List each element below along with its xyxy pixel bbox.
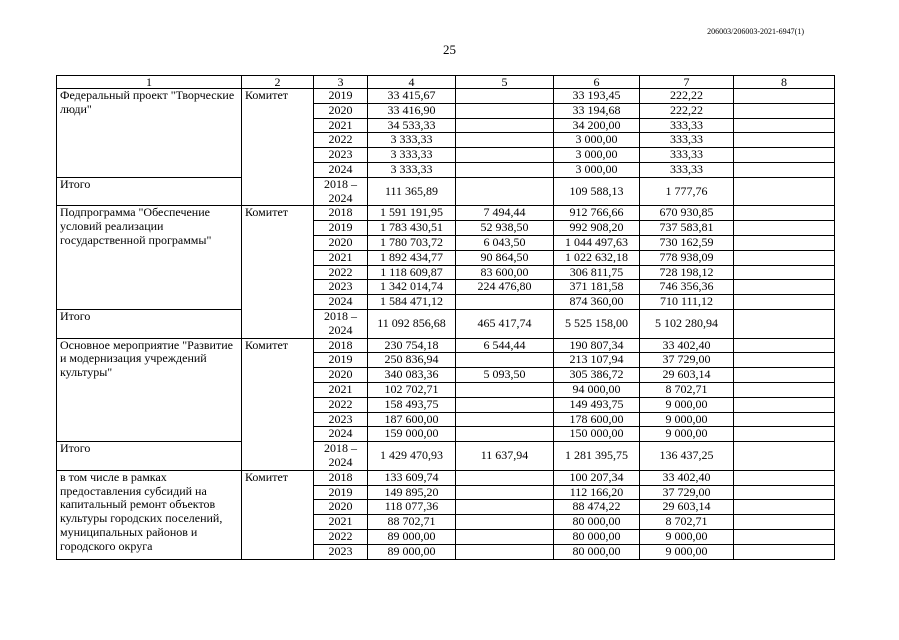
value-cell-c7: 9 000,00 bbox=[640, 427, 734, 442]
year-cell: 2019 bbox=[314, 485, 368, 500]
value-cell-c8 bbox=[734, 118, 835, 133]
value-cell-c6: 305 386,72 bbox=[554, 368, 640, 383]
year-cell: 2018 bbox=[314, 470, 368, 485]
year-cell: 2023 bbox=[314, 544, 368, 559]
total-value-c5: 465 417,74 bbox=[456, 309, 554, 338]
year-cell: 2022 bbox=[314, 529, 368, 544]
column-header-3: 3 bbox=[314, 76, 368, 89]
value-cell-c4: 187 600,00 bbox=[368, 412, 456, 427]
value-cell-c4: 1 584 471,12 bbox=[368, 295, 456, 310]
page-number: 25 bbox=[443, 42, 456, 57]
value-cell-c4: 158 493,75 bbox=[368, 397, 456, 412]
year-cell: 2018 bbox=[314, 206, 368, 221]
value-cell-c7: 333,33 bbox=[640, 162, 734, 177]
year-cell: 2021 bbox=[314, 250, 368, 265]
value-cell-c8 bbox=[734, 368, 835, 383]
budget-table bbox=[56, 75, 835, 560]
year-cell: 2022 bbox=[314, 265, 368, 280]
year-cell: 2024 bbox=[314, 162, 368, 177]
responsible-executor: Комитет bbox=[242, 338, 314, 470]
value-cell-c5: 83 600,00 bbox=[456, 265, 554, 280]
year-cell: 2020 bbox=[314, 368, 368, 383]
value-cell-c7: 9 000,00 bbox=[640, 412, 734, 427]
value-cell-c5 bbox=[456, 529, 554, 544]
value-cell-c4: 89 000,00 bbox=[368, 544, 456, 559]
total-row bbox=[57, 177, 835, 206]
value-cell-c5 bbox=[456, 500, 554, 515]
total-value-c8 bbox=[734, 442, 835, 471]
year-cell: 2020 bbox=[314, 235, 368, 250]
value-cell-c5 bbox=[456, 427, 554, 442]
value-cell-c7: 9 000,00 bbox=[640, 397, 734, 412]
value-cell-c8 bbox=[734, 235, 835, 250]
column-header-1: 1 bbox=[57, 76, 242, 89]
value-cell-c5 bbox=[456, 118, 554, 133]
value-cell-c6: 33 193,45 bbox=[554, 89, 640, 104]
value-cell-c5 bbox=[456, 148, 554, 163]
value-cell-c5 bbox=[456, 412, 554, 427]
value-cell-c4: 3 333,33 bbox=[368, 133, 456, 148]
value-cell-c4: 33 416,90 bbox=[368, 103, 456, 118]
table-row bbox=[57, 89, 835, 104]
value-cell-c6: 190 807,34 bbox=[554, 338, 640, 353]
value-cell-c6: 992 908,20 bbox=[554, 221, 640, 236]
value-cell-c7: 333,33 bbox=[640, 133, 734, 148]
section-name: в том числе в рамках предоставления субсидий на капитальный ремонт объектов культуры городских поселений, муниципальных районов и городского округа bbox=[57, 470, 242, 559]
total-value-c4: 11 092 856,68 bbox=[368, 309, 456, 338]
value-cell-c6: 178 600,00 bbox=[554, 412, 640, 427]
value-cell-c5 bbox=[456, 133, 554, 148]
responsible-executor: Комитет bbox=[242, 470, 314, 559]
value-cell-c4: 1 342 014,74 bbox=[368, 280, 456, 295]
value-cell-c6: 149 493,75 bbox=[554, 397, 640, 412]
value-cell-c5: 224 476,80 bbox=[456, 280, 554, 295]
value-cell-c6: 1 022 632,18 bbox=[554, 250, 640, 265]
value-cell-c8 bbox=[734, 338, 835, 353]
section-name: Основное мероприятие "Развитие и модернизация учреждений культуры" bbox=[57, 338, 242, 442]
value-cell-c5 bbox=[456, 295, 554, 310]
value-cell-c5 bbox=[456, 103, 554, 118]
value-cell-c8 bbox=[734, 280, 835, 295]
responsible-executor: Комитет bbox=[242, 206, 314, 338]
value-cell-c7: 33 402,40 bbox=[640, 470, 734, 485]
total-value-c7: 136 437,25 bbox=[640, 442, 734, 471]
value-cell-c7: 222,22 bbox=[640, 89, 734, 104]
year-cell: 2021 bbox=[314, 118, 368, 133]
value-cell-c4: 102 702,71 bbox=[368, 382, 456, 397]
value-cell-c6: 874 360,00 bbox=[554, 295, 640, 310]
value-cell-c5 bbox=[456, 470, 554, 485]
value-cell-c4: 1 783 430,51 bbox=[368, 221, 456, 236]
value-cell-c6: 34 200,00 bbox=[554, 118, 640, 133]
column-header-5: 5 bbox=[456, 76, 554, 89]
total-row bbox=[57, 309, 835, 338]
value-cell-c6: 80 000,00 bbox=[554, 544, 640, 559]
value-cell-c6: 33 194,68 bbox=[554, 103, 640, 118]
total-value-c8 bbox=[734, 177, 835, 206]
value-cell-c5 bbox=[456, 397, 554, 412]
total-value-c7: 1 777,76 bbox=[640, 177, 734, 206]
total-value-c5: 11 637,94 bbox=[456, 442, 554, 471]
value-cell-c7: 737 583,81 bbox=[640, 221, 734, 236]
value-cell-c7: 8 702,71 bbox=[640, 515, 734, 530]
value-cell-c8 bbox=[734, 250, 835, 265]
total-value-c6: 109 588,13 bbox=[554, 177, 640, 206]
year-cell: 2023 bbox=[314, 280, 368, 295]
year-cell: 2024 bbox=[314, 427, 368, 442]
value-cell-c6: 3 000,00 bbox=[554, 133, 640, 148]
value-cell-c4: 88 702,71 bbox=[368, 515, 456, 530]
value-cell-c8 bbox=[734, 427, 835, 442]
value-cell-c6: 100 207,34 bbox=[554, 470, 640, 485]
column-header-2: 2 bbox=[242, 76, 314, 89]
section-name: Подпрограмма "Обеспечение условий реализации государственной программы" bbox=[57, 206, 242, 310]
value-cell-c6: 80 000,00 bbox=[554, 529, 640, 544]
value-cell-c4: 1 591 191,95 bbox=[368, 206, 456, 221]
document-id: 206003/206003-2021-6947(1) bbox=[707, 27, 804, 36]
value-cell-c8 bbox=[734, 544, 835, 559]
value-cell-c4: 230 754,18 bbox=[368, 338, 456, 353]
year-cell: 2019 bbox=[314, 221, 368, 236]
value-cell-c8 bbox=[734, 265, 835, 280]
value-cell-c7: 670 930,85 bbox=[640, 206, 734, 221]
value-cell-c4: 340 083,36 bbox=[368, 368, 456, 383]
year-cell: 2022 bbox=[314, 397, 368, 412]
value-cell-c6: 150 000,00 bbox=[554, 427, 640, 442]
total-period: 2018 – 2024 bbox=[314, 442, 368, 471]
value-cell-c7: 33 402,40 bbox=[640, 338, 734, 353]
value-cell-c7: 222,22 bbox=[640, 103, 734, 118]
table-row bbox=[57, 470, 835, 485]
value-cell-c5: 90 864,50 bbox=[456, 250, 554, 265]
value-cell-c8 bbox=[734, 148, 835, 163]
value-cell-c6: 80 000,00 bbox=[554, 515, 640, 530]
value-cell-c8 bbox=[734, 206, 835, 221]
year-cell: 2020 bbox=[314, 103, 368, 118]
year-cell: 2022 bbox=[314, 133, 368, 148]
total-period: 2018 – 2024 bbox=[314, 309, 368, 338]
value-cell-c5 bbox=[456, 485, 554, 500]
total-label: Итого bbox=[57, 442, 242, 471]
year-cell: 2021 bbox=[314, 515, 368, 530]
value-cell-c8 bbox=[734, 500, 835, 515]
value-cell-c5 bbox=[456, 89, 554, 104]
year-cell: 2019 bbox=[314, 89, 368, 104]
year-cell: 2024 bbox=[314, 295, 368, 310]
value-cell-c8 bbox=[734, 103, 835, 118]
value-cell-c7: 728 198,12 bbox=[640, 265, 734, 280]
value-cell-c7: 29 603,14 bbox=[640, 500, 734, 515]
value-cell-c4: 1 118 609,87 bbox=[368, 265, 456, 280]
value-cell-c5 bbox=[456, 544, 554, 559]
value-cell-c4: 1 780 703,72 bbox=[368, 235, 456, 250]
value-cell-c7: 710 111,12 bbox=[640, 295, 734, 310]
section-name: Федеральный проект "Творческие люди" bbox=[57, 89, 242, 178]
value-cell-c7: 746 356,36 bbox=[640, 280, 734, 295]
value-cell-c8 bbox=[734, 162, 835, 177]
value-cell-c6: 213 107,94 bbox=[554, 353, 640, 368]
total-period: 2018 – 2024 bbox=[314, 177, 368, 206]
responsible-executor: Комитет bbox=[242, 89, 314, 206]
value-cell-c4: 33 415,67 bbox=[368, 89, 456, 104]
value-cell-c8 bbox=[734, 470, 835, 485]
value-cell-c8 bbox=[734, 89, 835, 104]
value-cell-c8 bbox=[734, 382, 835, 397]
value-cell-c4: 3 333,33 bbox=[368, 148, 456, 163]
value-cell-c8 bbox=[734, 397, 835, 412]
total-value-c8 bbox=[734, 309, 835, 338]
value-cell-c4: 89 000,00 bbox=[368, 529, 456, 544]
value-cell-c5 bbox=[456, 515, 554, 530]
value-cell-c6: 94 000,00 bbox=[554, 382, 640, 397]
value-cell-c6: 912 766,66 bbox=[554, 206, 640, 221]
column-header-6: 6 bbox=[554, 76, 640, 89]
value-cell-c5 bbox=[456, 353, 554, 368]
total-value-c4: 111 365,89 bbox=[368, 177, 456, 206]
value-cell-c4: 133 609,74 bbox=[368, 470, 456, 485]
total-value-c4: 1 429 470,93 bbox=[368, 442, 456, 471]
value-cell-c8 bbox=[734, 353, 835, 368]
value-cell-c6: 306 811,75 bbox=[554, 265, 640, 280]
value-cell-c5: 6 043,50 bbox=[456, 235, 554, 250]
total-label: Итого bbox=[57, 309, 242, 338]
value-cell-c7: 8 702,71 bbox=[640, 382, 734, 397]
value-cell-c6: 112 166,20 bbox=[554, 485, 640, 500]
value-cell-c7: 730 162,59 bbox=[640, 235, 734, 250]
value-cell-c7: 333,33 bbox=[640, 148, 734, 163]
value-cell-c8 bbox=[734, 412, 835, 427]
total-label: Итого bbox=[57, 177, 242, 206]
total-row bbox=[57, 442, 835, 471]
value-cell-c7: 29 603,14 bbox=[640, 368, 734, 383]
value-cell-c5: 52 938,50 bbox=[456, 221, 554, 236]
value-cell-c6: 3 000,00 bbox=[554, 162, 640, 177]
year-cell: 2023 bbox=[314, 412, 368, 427]
value-cell-c6: 88 474,22 bbox=[554, 500, 640, 515]
value-cell-c4: 3 333,33 bbox=[368, 162, 456, 177]
value-cell-c4: 250 836,94 bbox=[368, 353, 456, 368]
value-cell-c4: 149 895,20 bbox=[368, 485, 456, 500]
column-header-7: 7 bbox=[640, 76, 734, 89]
table-row bbox=[57, 338, 835, 353]
table-row bbox=[57, 206, 835, 221]
value-cell-c6: 1 044 497,63 bbox=[554, 235, 640, 250]
column-header-4: 4 bbox=[368, 76, 456, 89]
value-cell-c8 bbox=[734, 133, 835, 148]
value-cell-c4: 34 533,33 bbox=[368, 118, 456, 133]
value-cell-c8 bbox=[734, 529, 835, 544]
value-cell-c7: 9 000,00 bbox=[640, 544, 734, 559]
value-cell-c7: 37 729,00 bbox=[640, 485, 734, 500]
year-cell: 2020 bbox=[314, 500, 368, 515]
value-cell-c8 bbox=[734, 485, 835, 500]
value-cell-c6: 3 000,00 bbox=[554, 148, 640, 163]
total-value-c5 bbox=[456, 177, 554, 206]
year-cell: 2023 bbox=[314, 148, 368, 163]
value-cell-c8 bbox=[734, 221, 835, 236]
total-value-c6: 5 525 158,00 bbox=[554, 309, 640, 338]
value-cell-c7: 778 938,09 bbox=[640, 250, 734, 265]
value-cell-c5: 6 544,44 bbox=[456, 338, 554, 353]
value-cell-c5: 5 093,50 bbox=[456, 368, 554, 383]
year-cell: 2019 bbox=[314, 353, 368, 368]
value-cell-c4: 159 000,00 bbox=[368, 427, 456, 442]
column-header-8: 8 bbox=[734, 76, 835, 89]
value-cell-c6: 371 181,58 bbox=[554, 280, 640, 295]
year-cell: 2018 bbox=[314, 338, 368, 353]
value-cell-c4: 118 077,36 bbox=[368, 500, 456, 515]
value-cell-c5: 7 494,44 bbox=[456, 206, 554, 221]
value-cell-c4: 1 892 434,77 bbox=[368, 250, 456, 265]
total-value-c6: 1 281 395,75 bbox=[554, 442, 640, 471]
value-cell-c8 bbox=[734, 515, 835, 530]
value-cell-c5 bbox=[456, 382, 554, 397]
table-header-row bbox=[57, 76, 835, 89]
value-cell-c7: 37 729,00 bbox=[640, 353, 734, 368]
total-value-c7: 5 102 280,94 bbox=[640, 309, 734, 338]
value-cell-c8 bbox=[734, 295, 835, 310]
value-cell-c7: 333,33 bbox=[640, 118, 734, 133]
value-cell-c7: 9 000,00 bbox=[640, 529, 734, 544]
year-cell: 2021 bbox=[314, 382, 368, 397]
value-cell-c5 bbox=[456, 162, 554, 177]
